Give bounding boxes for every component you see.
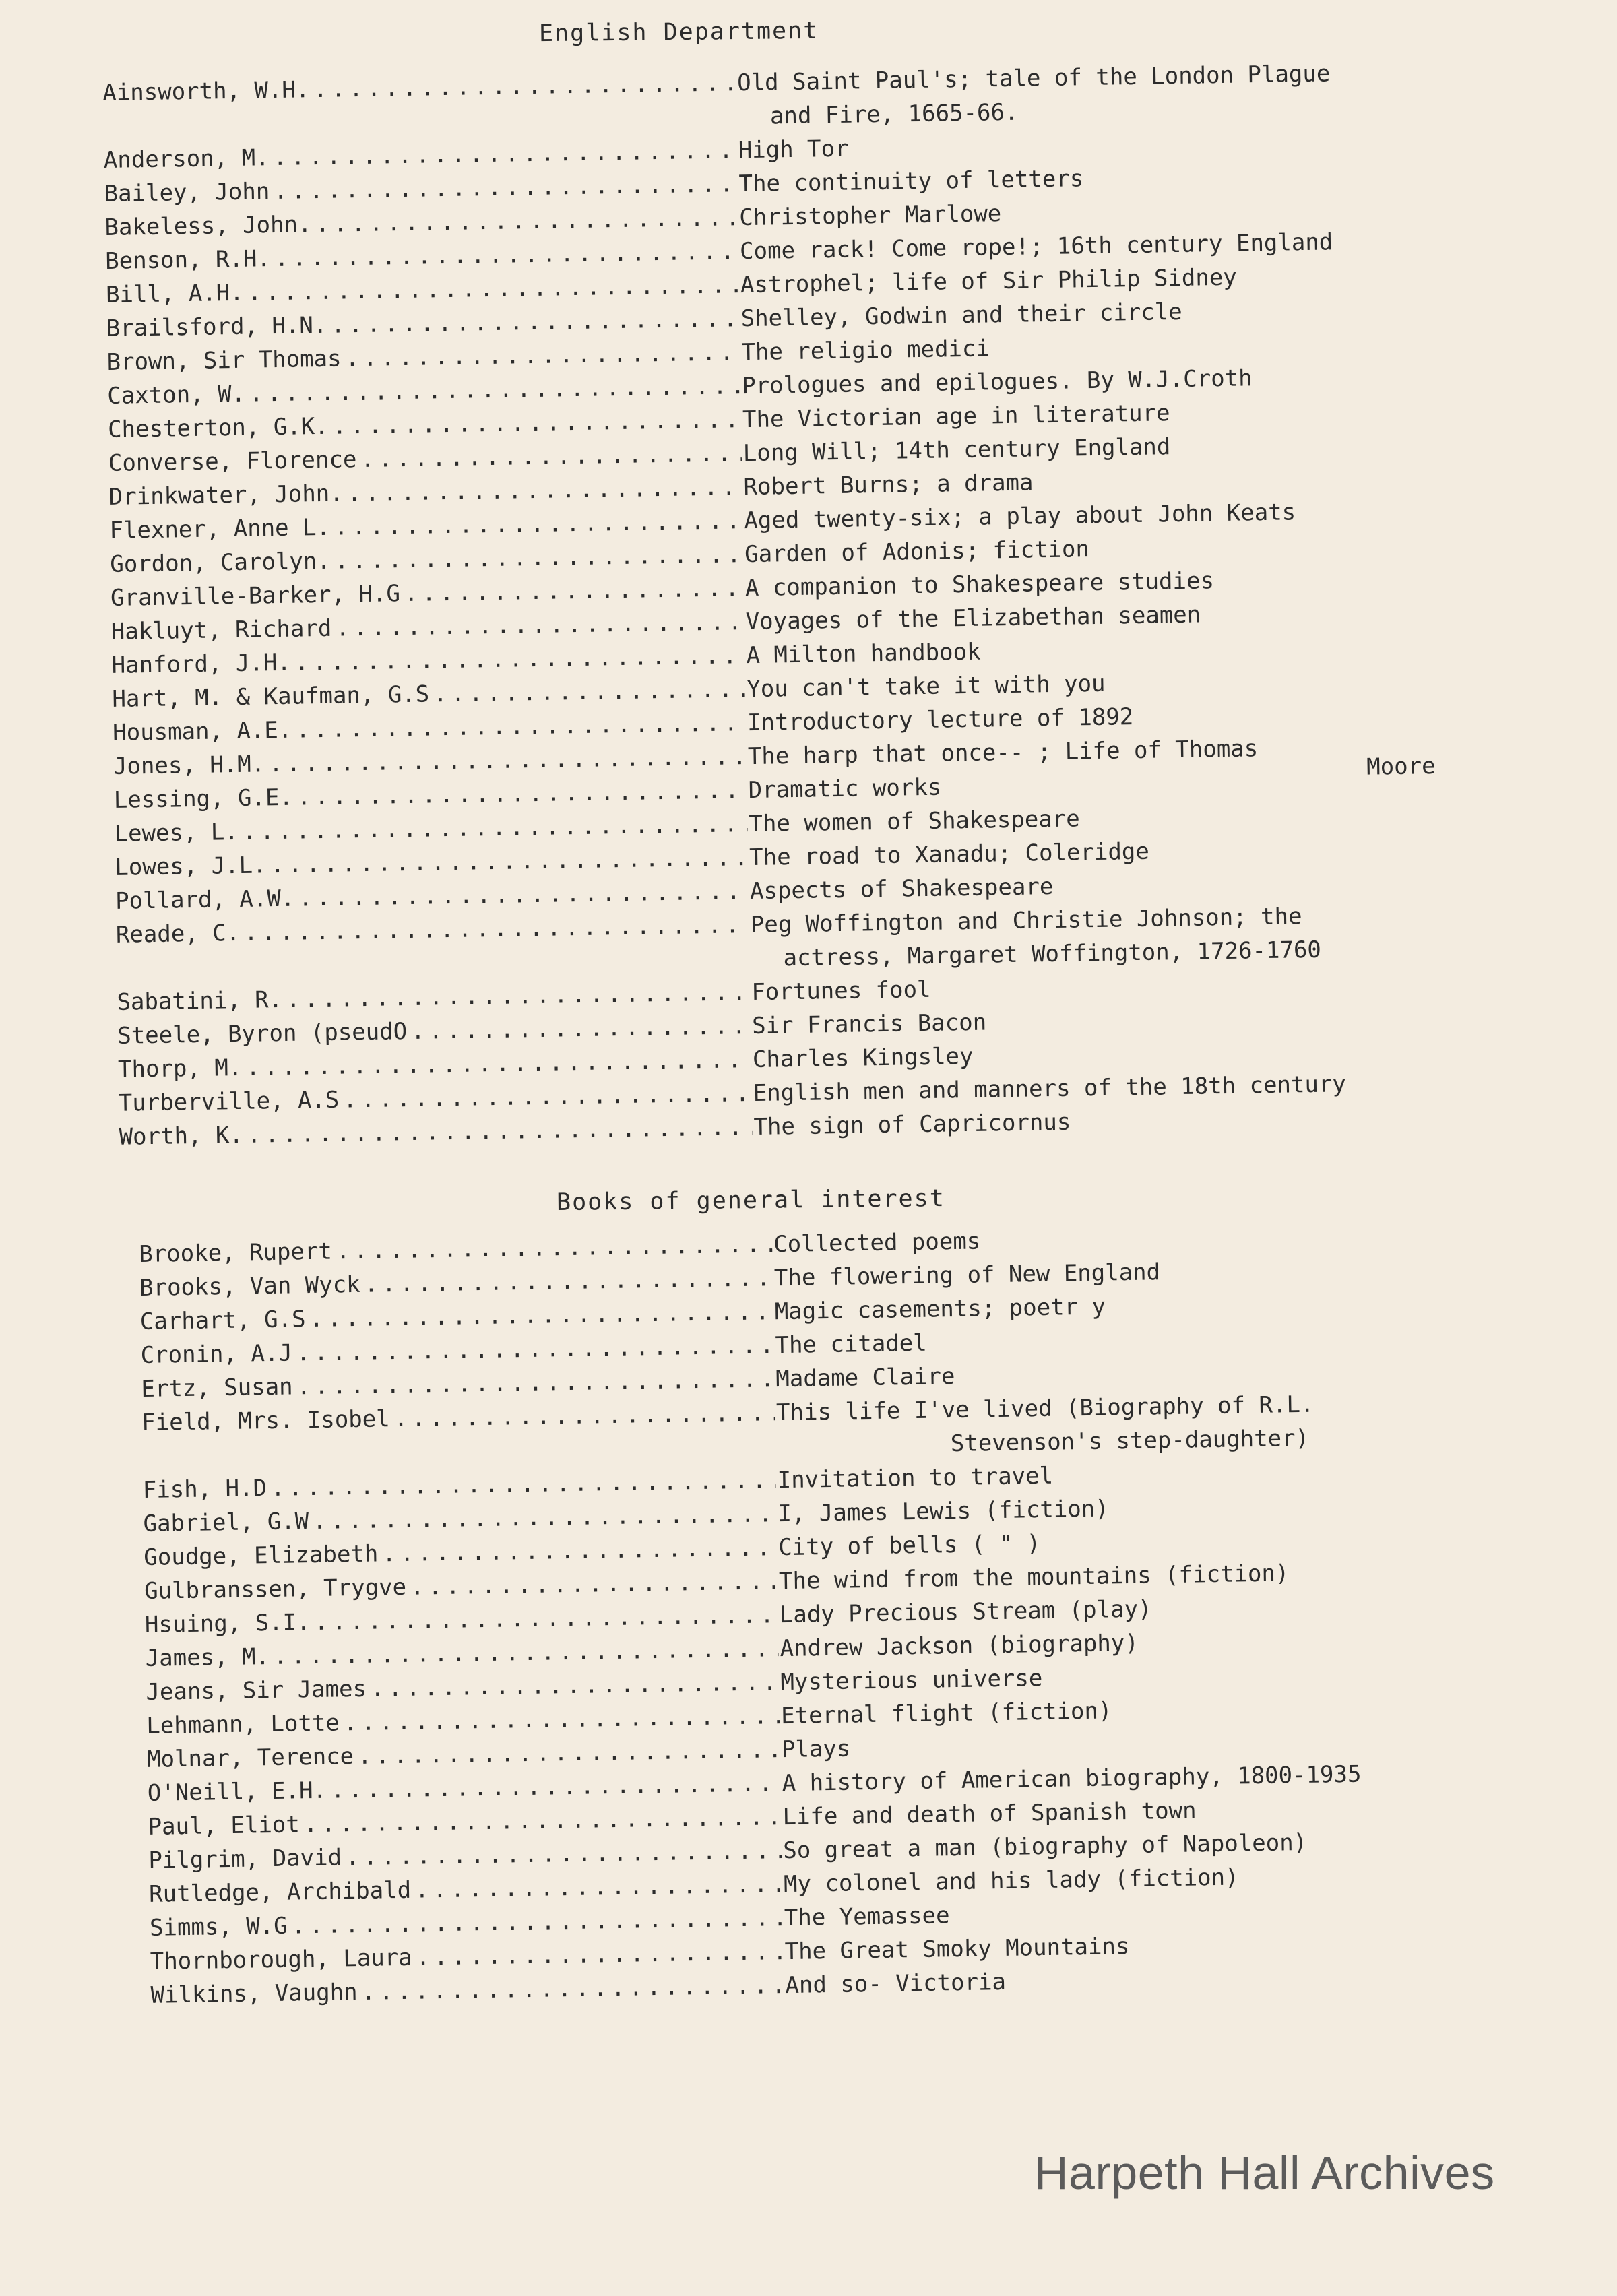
general-book-list [139, 1219, 1552, 2016]
book-title: Life and death of Spanish town [782, 1797, 1197, 1831]
author-name: Brailsford, H.N. [106, 311, 327, 342]
author-name: Reade, C. [115, 919, 241, 949]
dot-leader [358, 1736, 781, 1770]
book-title: Robert Burns; a drama [743, 469, 1034, 501]
author-name: Hart, M. & Kaufman, G.S [112, 680, 430, 713]
author-name: Drinkwater, John. [108, 480, 344, 511]
book-title: I, James Lewis (fiction) [778, 1495, 1110, 1528]
author-name: Worth, K. [119, 1121, 244, 1151]
dot-leader [360, 440, 742, 473]
book-title: Charles Kingsley [752, 1042, 974, 1074]
book-title: Invitation to travel [777, 1462, 1054, 1494]
book-title: Aged twenty-six; a play about John Keats [744, 499, 1296, 535]
author-name: Bakeless, John. [104, 211, 312, 241]
book-title-continued: Stevenson's step-daughter) [950, 1424, 1310, 1458]
author-with-leader [139, 1231, 773, 1268]
book-title: Garden of Adonis; fiction [744, 536, 1090, 569]
book-title: Old Saint Paul's; tale of the London Plague [736, 60, 1331, 97]
dot-leader [361, 1972, 784, 2006]
author-name: Goudge, Elizabeth [144, 1540, 379, 1571]
dot-leader [345, 339, 740, 372]
title-overflow-note: Moore [1366, 753, 1436, 781]
dot-leader [393, 1399, 775, 1432]
book-title: Dramatic works [748, 773, 942, 804]
author-name: Caxton, W. [107, 380, 246, 410]
author-name: Brown, Sir Thomas [106, 345, 342, 376]
book-title: The road to Xanadu; Coleridge [749, 837, 1150, 872]
author-name: Lowes, J.L. [115, 852, 267, 881]
dot-leader [334, 507, 743, 541]
book-title: This life I've lived (Biography of R.L. [775, 1391, 1314, 1427]
author-name: Bailey, John [104, 178, 270, 208]
dot-leader [331, 305, 740, 339]
author-name: Molnar, Terence [146, 1743, 354, 1773]
book-title: Madame Claire [775, 1362, 955, 1393]
author-name: Carhart, G.S [139, 1306, 306, 1335]
author-name: Housman, A.E. [112, 716, 292, 746]
general-interest-heading: Books of general interest [556, 1184, 945, 1217]
book-title: Astrophel; life of Sir Philip Sidney [740, 263, 1238, 299]
author-name: Brooks, Van Wyck [139, 1271, 360, 1302]
book-title: High Tor [738, 135, 849, 164]
book-title: Peg Woffington and Christie Johnson; the [750, 903, 1302, 939]
book-title: Fortunes fool [751, 976, 931, 1007]
book-title: The Victorian age in literature [742, 400, 1170, 434]
dot-leader [416, 1938, 784, 1971]
book-title: A history of American biography, 1800-1935 [782, 1760, 1362, 1797]
dot-leader [347, 474, 742, 507]
book-title: English men and manners of the 18th century [753, 1071, 1347, 1108]
author-name: Rutledge, Archibald [148, 1876, 412, 1908]
book-title: Andrew Jackson (biography) [780, 1629, 1139, 1663]
book-title: The religio medici [741, 335, 990, 366]
author-name: Lehmann, Lotte [146, 1709, 340, 1740]
author-name: Turberville, A.S [118, 1086, 340, 1117]
author-with-leader [102, 69, 736, 106]
archive-watermark: Harpeth Hall Archives [1034, 2146, 1495, 2199]
dot-leader [382, 1534, 778, 1567]
author-name: Hakluyt, Richard [110, 614, 332, 645]
book-title: And so- Victoria [785, 1968, 1007, 2000]
book-title: Collected poems [773, 1227, 981, 1258]
book-title: A Milton handbook [746, 638, 981, 670]
book-title-continued: and Fire, 1665-66. [769, 98, 1019, 130]
book-title: Eternal flight (fiction) [780, 1697, 1112, 1730]
author-name: Ainsworth, W.H. [102, 76, 310, 106]
book-title: Prologues and epilogues. By W.J.Croth [741, 364, 1253, 400]
book-title: Voyages of the Elizabethan seamen [745, 601, 1201, 636]
author-name: Simms, W.G [149, 1912, 288, 1942]
book-title: Plays [781, 1735, 851, 1764]
book-title: Magic casements; poetr y [774, 1293, 1106, 1326]
dot-leader [315, 204, 738, 238]
author-name: James, M. [145, 1643, 270, 1672]
author-name: Hsuing, S.I. [144, 1609, 311, 1638]
english-department-heading: English Department [538, 17, 819, 48]
book-title: The wind from the mountains (fiction) [778, 1560, 1290, 1595]
author-name: O'Neill, E.H. [147, 1777, 327, 1807]
author-name: Brooke, Rupert [139, 1238, 333, 1268]
book-title: Aspects of Shakespeare [749, 872, 1054, 905]
dot-leader [343, 1080, 752, 1114]
book-title: Mysterious universe [780, 1665, 1043, 1696]
dot-leader [336, 608, 744, 642]
book-title: Come rack! Come rope!; 16th century England [739, 228, 1333, 265]
book-title-continued: actress, Margaret Woffington, 1726-1760 [783, 936, 1322, 972]
dot-leader [410, 1568, 778, 1601]
book-title: The women of Shakespeare [749, 805, 1081, 838]
dot-leader [371, 1669, 780, 1702]
book-title: The continuity of letters [738, 165, 1084, 198]
book-title: Lady Precious Stream (play) [779, 1595, 1152, 1629]
book-title: Sir Francis Bacon [751, 1009, 987, 1040]
book-title: The harp that once-- ; Life of Thomas [747, 735, 1259, 771]
author-name: Field, Mrs. Isobel [141, 1405, 390, 1436]
author-name: Granville-Barker, H.G [110, 580, 401, 612]
author-name: Sabatini, R. [117, 986, 283, 1016]
book-title: You can't take it with you [747, 670, 1106, 703]
author-name: Fish, H.D [142, 1475, 267, 1504]
book-title: The sign of Capricornus [753, 1108, 1071, 1141]
author-name: Cronin, A.J [140, 1339, 293, 1369]
book-title: My colonel and his lady (fiction) [783, 1863, 1239, 1899]
book-title: Long Will; 14th century England [742, 433, 1171, 468]
dot-leader [332, 406, 741, 440]
book-title: The Yemassee [784, 1902, 950, 1932]
author-name: Gulbranssen, Trygve [144, 1573, 407, 1605]
dot-leader [364, 1265, 773, 1298]
author-name: Wilkins, Vaughn [150, 1979, 358, 2009]
book-title: City of bells ( " ) [778, 1530, 1041, 1562]
book-title: Shelley, Godwin and their circle [740, 298, 1182, 333]
dot-leader [334, 541, 743, 575]
author-name: Lessing, G.E. [113, 784, 294, 814]
author-name: Flexner, Anne L. [109, 513, 331, 544]
dot-leader [404, 575, 744, 607]
author-name: Chesterton, G.K. [107, 412, 329, 443]
book-title: The flowering of New England [773, 1258, 1161, 1292]
book-title: So great a man (biography of Napoleon) [783, 1828, 1308, 1865]
dot-leader [411, 1013, 751, 1045]
book-title: Introductory lecture of 1892 [747, 703, 1134, 737]
english-book-list [102, 57, 1521, 1157]
dot-leader [336, 1231, 773, 1265]
book-title: The Great Smoky Mountains [784, 1933, 1130, 1966]
author-name: Lewes, L. [114, 818, 239, 848]
author-name: Pollard, A.W. [115, 885, 295, 915]
author-name: Gabriel, G.W [143, 1508, 309, 1537]
author-name: Benson, R.H. [104, 245, 272, 275]
author-name: Jones, H.M. [113, 751, 265, 780]
author-name: Ertz, Susan [141, 1373, 293, 1403]
author-name: Thorp, M. [117, 1054, 243, 1083]
author-name: Paul, Eliot [148, 1811, 300, 1841]
dot-leader [415, 1871, 783, 1904]
book-title: Christopher Marlowe [739, 200, 1002, 232]
author-name: Gordon, Carolyn. [109, 547, 331, 578]
author-name: Thornborough, Laura [150, 1944, 413, 1975]
dot-leader [433, 676, 746, 707]
author-name: Steele, Byron (pseudO [117, 1018, 408, 1050]
author-name: Pilgrim, David [148, 1844, 342, 1874]
book-title: A companion to Shakespeare studies [744, 567, 1215, 602]
book-title: The citadel [775, 1329, 928, 1360]
author-name: Anderson, M. [103, 144, 270, 174]
author-name: Hanford, J.H. [111, 649, 292, 679]
author-name: Converse, Florence [108, 446, 357, 477]
author-name: Bill, A.H. [105, 279, 245, 309]
dot-leader [313, 69, 736, 103]
author-name: Jeans, Sir James [146, 1675, 367, 1706]
